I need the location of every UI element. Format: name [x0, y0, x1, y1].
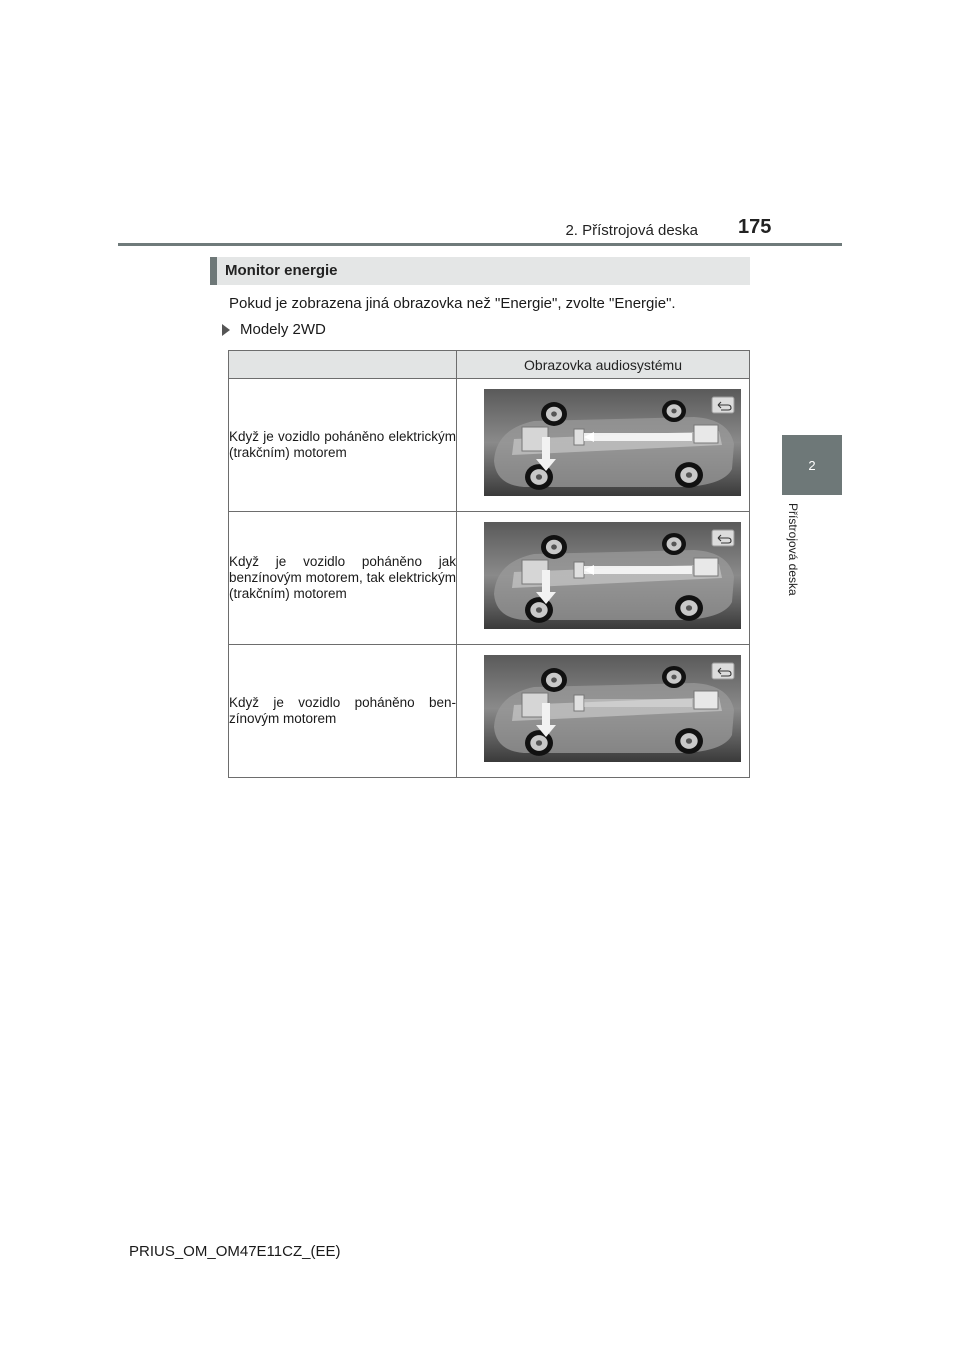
table-row [229, 645, 750, 778]
energy-screen-electric [484, 389, 741, 496]
row-description: Když je vozidlo poháněno jak benzínovým motorem, tak elektrickým (trakčním) motorem [229, 512, 457, 645]
page-number: 175 [738, 216, 772, 238]
document-code: PRIUS_OM_OM47E11CZ_(EE) [129, 1243, 341, 1260]
battery-pack [694, 691, 718, 709]
chapter-number: 2 [808, 457, 816, 473]
wheel-hub [671, 542, 676, 547]
chapter-label: Přístrojová deska [786, 503, 800, 596]
wheel-hub [685, 738, 691, 744]
drive-arrow-shaft [542, 437, 550, 461]
table-row [229, 512, 750, 645]
energy-flow-bar [584, 566, 692, 574]
wheel-hub [551, 544, 557, 549]
row-description: Když je vozidlo poháněno benzínovým motorem [229, 645, 457, 778]
running-header-title: 2. Přístrojová deska [565, 222, 698, 239]
model-label: Modely 2WD [240, 321, 326, 338]
wheel-hub [671, 675, 676, 680]
wheel-hub [685, 605, 691, 611]
energy-screen-gasoline [484, 655, 741, 762]
wheel-hub [535, 740, 541, 746]
table-row [229, 379, 750, 512]
table-header-screen: Obrazovka audiosystému [457, 351, 750, 379]
wheel-hub [551, 411, 557, 416]
energy-flow-bar [584, 699, 692, 707]
table-header-empty [229, 351, 457, 379]
intro-text: Pokud je zobrazena jiná obrazovka než "Energie", zvolte "Energie". [229, 295, 676, 312]
energy-flow-bar [584, 433, 692, 441]
wheel-hub [671, 409, 676, 414]
energy-monitor-table [228, 350, 750, 778]
header-rule [118, 243, 842, 246]
motor-unit [574, 562, 584, 578]
motor-unit [574, 429, 584, 445]
chapter-tab [782, 435, 842, 495]
energy-screen-hybrid [484, 522, 741, 629]
motor-unit [574, 695, 584, 711]
wheel-hub [551, 677, 557, 682]
row-description: Když je vozidlo poháněno elektrickým (trakčním) motorem [229, 379, 457, 512]
wheel-hub [535, 607, 541, 613]
wheel-hub [685, 472, 691, 478]
battery-pack [694, 425, 718, 443]
battery-pack [694, 558, 718, 576]
drive-arrow-shaft [542, 703, 550, 727]
drive-arrow-shaft [542, 570, 550, 594]
bullet-triangle-icon [222, 324, 230, 336]
wheel-hub [535, 474, 541, 480]
model-bullet [222, 321, 326, 338]
section-heading: Monitor energie [210, 257, 750, 285]
